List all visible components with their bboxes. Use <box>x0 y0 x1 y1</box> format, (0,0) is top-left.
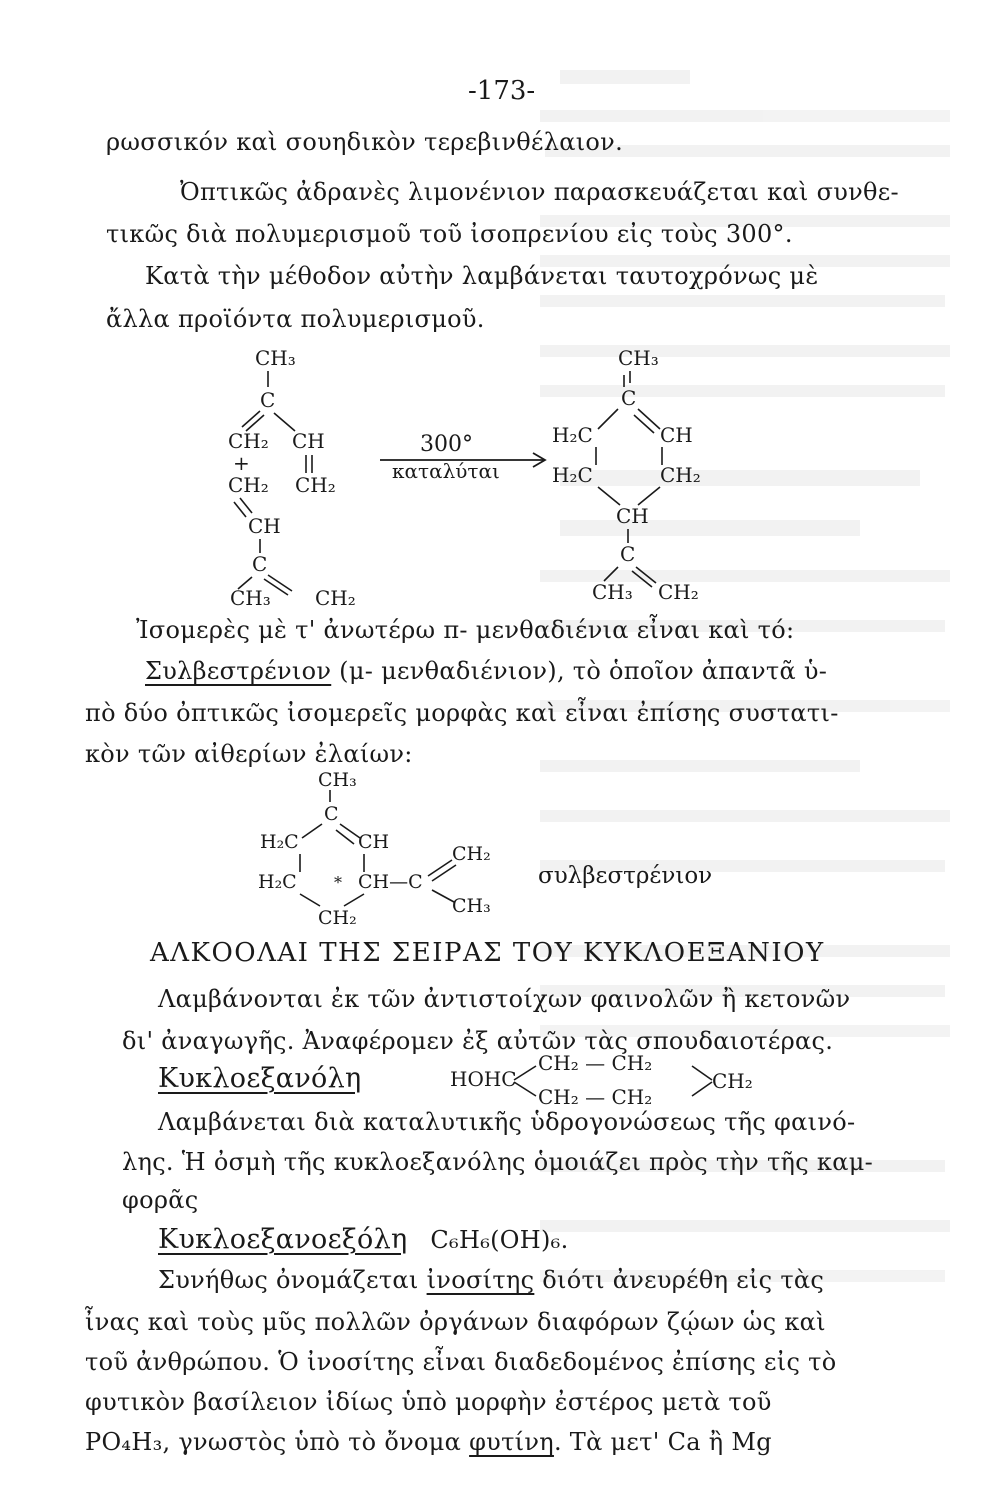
section-heading: ΑΛΚΟΟΛΑΙ ΤΗΣ ΣΕΙΡΑΣ ΤΟΥ ΚΥΚΛΟΕΞΑΝΙΟΥ <box>150 938 825 968</box>
text-line: Λαμβάνονται ἐκ τῶν ἀντιστοίχων φαινολῶν ἢ κετονῶν <box>158 985 851 1013</box>
text-fragment: PO₄H₃, γνωστὸς ὑπὸ τὸ ὄνομα <box>85 1428 462 1456</box>
methylene-group: CH₂ <box>452 843 491 865</box>
chiral-center-star: * <box>334 873 342 892</box>
methine-group: CH <box>248 514 281 538</box>
side-chain: CH—C <box>358 871 423 893</box>
arrow-condition-temp: 300° <box>420 432 473 457</box>
molecular-formula: C₆H₆(OH)₆. <box>430 1226 569 1254</box>
text-line: ρωσσικόν καὶ σουηδικὸν τερεβινθέλαιον. <box>106 128 624 156</box>
text-line: ἄλλα προϊόντα πολυμερισμοῦ. <box>106 305 485 333</box>
text-fragment: (μ- μενθαδιένιον), τὸ ὁποῖον ἀπαντᾶ ὑ- <box>339 657 828 685</box>
cyclohexanol-formula <box>450 1048 790 1112</box>
methyl-group: CH₃ <box>452 895 491 917</box>
methine-group: CH <box>660 423 693 447</box>
text-line <box>158 1266 824 1294</box>
text-line: Λαμβάνεται διὰ καταλυτικῆς ὑδρογονώσεως τῆς φαινό- <box>158 1108 856 1136</box>
carbon-atom: C <box>260 388 276 412</box>
methylene-group: H₂C <box>260 831 299 853</box>
text-line <box>145 657 827 685</box>
text-line: κὸν τῶν αἰθερίων ἐλαίων: <box>85 740 413 768</box>
methine-group: CH <box>292 429 325 453</box>
text-line: τικῶς διὰ πολυμερισμοῦ τοῦ ἰσοπρενίου εἰς τοὺς 300°. <box>106 220 793 248</box>
methyl-group: CH₃ <box>255 346 296 370</box>
methyl-group: CH₃ <box>618 346 659 370</box>
methine-group: CH <box>358 831 390 853</box>
sylvestrene-structure <box>240 768 760 933</box>
compound-name-phytin: φυτίνη <box>469 1428 554 1456</box>
text-line <box>85 1428 772 1456</box>
text-line: ἶνας καὶ τοὺς μῦς πολλῶν ὀργάνων διαφόρων ζῴων ὡς καὶ <box>85 1308 826 1336</box>
page-number: -173- <box>468 76 536 106</box>
methyl-group: CH₃ <box>592 580 633 604</box>
methylene-group: H₂C <box>552 423 593 447</box>
text-fragment: . Τὰ μετ' Ca ἢ Mg <box>553 1428 772 1456</box>
compound-name-sylvestrene: Συλβεστρένιον <box>145 657 332 685</box>
text-line <box>158 1224 569 1255</box>
formula-upper-chain: CH₂ — CH₂ <box>538 1051 653 1075</box>
plus-sign: + <box>233 451 250 475</box>
text-fragment: διότι ἀνευρέθη εἰς τὰς <box>542 1266 825 1294</box>
formula-lower-chain: CH₂ — CH₂ <box>538 1085 653 1109</box>
methylene-group: H₂C <box>258 871 297 893</box>
text-line: φορᾶς <box>122 1186 199 1214</box>
methylene-group: CH₂ <box>658 580 699 604</box>
text-line: Ἰσομερὲς μὲ τ' ἀνωτέρω π- μενθαδιένια εἶναι καὶ τό: <box>136 616 795 644</box>
carbon-atom: C <box>324 803 339 825</box>
text-line: τοῦ ἀνθρώπου. Ὁ ἰνοσίτης εἶναι διαδεδομένος ἐπίσης εἰς τὸ <box>85 1348 837 1376</box>
methylene-group: CH₂ <box>295 473 336 497</box>
methyl-group: CH₃ <box>318 769 357 791</box>
text-line: δι' ἀναγωγῆς. Ἀναφέρομεν ἐξ αὐτῶν τὰς σπουδαιοτέρας. <box>122 1027 834 1055</box>
methylene-group: H₂C <box>552 463 593 487</box>
compound-label: συλβεστρένιον <box>538 863 713 889</box>
text-line: πὸ δύο ὀπτικῶς ἰσομερεῖς μορφὰς καὶ εἶναι ἐπίσης συστατι- <box>85 699 839 727</box>
compound-name-cyclohexanehexol: Κυκλοεξανοεξόλη <box>158 1224 408 1255</box>
text-fragment: Κυκλοεξανόλη <box>158 1063 362 1094</box>
methine-group: CH <box>616 504 649 528</box>
carbon-atom: C <box>252 552 268 576</box>
methyl-group: CH₃ <box>230 586 271 610</box>
carbon-atom: C <box>621 386 637 410</box>
isoprene-polymerization-scheme <box>200 335 720 610</box>
arrow-condition-catalyst: καταλύται <box>392 459 500 483</box>
methylene-group: CH₂ <box>318 907 357 929</box>
text-line: Κατὰ τὴν μέθοδον αὐτὴν λαμβάνεται ταυτοχρόνως μὲ <box>145 262 819 290</box>
formula-prefix: HOHC <box>450 1067 517 1091</box>
carbon-atom: C <box>620 542 636 566</box>
formula-end: CH₂ <box>712 1069 753 1093</box>
text-line: φυτικὸν βασίλειον ἰδίως ὑπὸ μορφὴν ἐστέρος μετὰ τοῦ <box>85 1388 772 1416</box>
methylene-group: CH₂ <box>228 429 269 453</box>
text-line: λης. Ἡ ὀσμὴ τῆς κυκλοεξανόλης ὁμοιάζει πρὸς τὴν τῆς καμ- <box>122 1148 874 1176</box>
methylene-group: CH₂ <box>660 463 701 487</box>
compound-name-inositol: ἰνοσίτης <box>426 1266 535 1294</box>
text-fragment: Συνήθως ὀνομάζεται <box>158 1266 419 1294</box>
methylene-group: CH₂ <box>228 473 269 497</box>
text-line: Ὀπτικῶς ἀδρανὲς λιμονένιον παρασκευάζεται καὶ συνθε- <box>180 178 899 206</box>
methylene-group: CH₂ <box>315 586 356 610</box>
compound-name-cyclohexanol <box>158 1063 361 1094</box>
